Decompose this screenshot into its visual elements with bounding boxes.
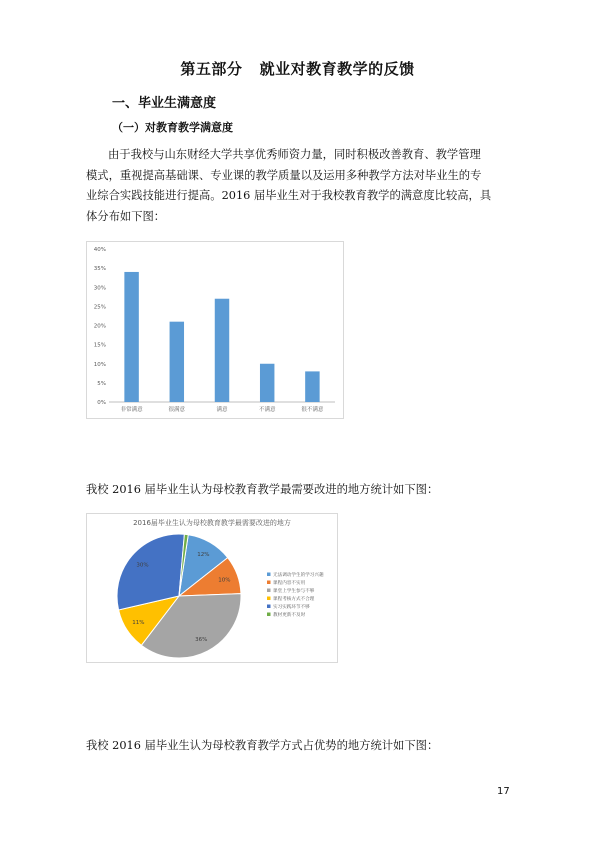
bar [215, 299, 229, 402]
legend-swatch [267, 613, 271, 617]
x-tick-label: 很不满意 [301, 407, 324, 413]
paragraph-line: 模式，重视提高基础课、专业课的教学质量以及运用多种教学方法对毕业生的专 [86, 168, 482, 182]
y-tick-label: 40% [93, 247, 106, 253]
y-tick-label: 15% [93, 342, 106, 349]
y-tick-label: 20% [93, 323, 106, 330]
x-tick-label: 非常满意 [120, 407, 143, 413]
pie-data-label: 30% [136, 562, 149, 569]
bar [124, 272, 138, 402]
satisfaction-bar-chart [86, 241, 344, 419]
paragraph-line: 体分布如下图： [86, 209, 166, 223]
x-tick-label: 不满意 [258, 407, 276, 413]
y-tick-label: 35% [93, 266, 106, 273]
intro-paragraph [86, 145, 508, 227]
caption-improve: 我校 2016 届毕业生认为母校教育教学最需要改进的地方统计如下图： [86, 483, 439, 496]
legend-swatch [267, 573, 271, 577]
legend-label: 无法调动学生的学习兴趣 [273, 573, 324, 578]
paragraph-line: 由于我校与山东财经大学共享优秀师资力量，同时积极改善教育、教学管理 [108, 148, 481, 161]
legend-swatch [267, 589, 271, 593]
pie-data-label: 36% [195, 636, 208, 643]
section-title: 一、毕业生满意度 [112, 96, 217, 111]
bar-chart-svg [87, 242, 343, 418]
y-tick-label: 30% [93, 285, 106, 292]
legend-label: 实习实践环节不够 [273, 605, 310, 610]
y-tick-label: 5% [97, 380, 106, 387]
pie-chart-title: 2016届毕业生认为母校教育教学最需要改进的地方 [133, 519, 291, 527]
pie-data-label: 11% [132, 620, 145, 627]
paragraph-line: 业综合实践技能进行提高。2016 届毕业生对于我校教育教学的满意度比较高，具 [86, 189, 492, 202]
pie-data-label: 12% [197, 552, 210, 559]
page-heading: 第五部分 就业对教育教学的反馈 [180, 60, 415, 78]
y-tick-label: 10% [93, 361, 106, 368]
pie-data-label: 10% [218, 577, 231, 584]
x-tick-label: 满意 [216, 407, 228, 413]
legend-swatch [267, 605, 271, 609]
legend-label: 课程内容不实用 [273, 581, 306, 586]
x-tick-label: 很满意 [168, 407, 186, 413]
y-tick-label: 0% [97, 400, 106, 406]
legend-label: 教材更新不及时 [273, 613, 306, 618]
caption-advantage: 我校 2016 届毕业生认为母校教育教学方式占优势的地方统计如下图： [86, 739, 439, 752]
y-tick-label: 25% [93, 304, 106, 311]
legend-swatch [267, 581, 271, 585]
legend-label: 课堂上学生参与不够 [273, 589, 315, 594]
subsection-title: （一）对教育教学满意度 [112, 121, 233, 134]
legend-swatch [267, 597, 271, 601]
bar [170, 322, 184, 402]
bar [260, 364, 274, 402]
bar [305, 371, 319, 402]
improvement-pie-chart [86, 513, 338, 663]
page-number: 17 [497, 786, 510, 797]
legend-label: 课程考核方式不合理 [273, 597, 315, 602]
pie-chart-svg [87, 514, 337, 662]
